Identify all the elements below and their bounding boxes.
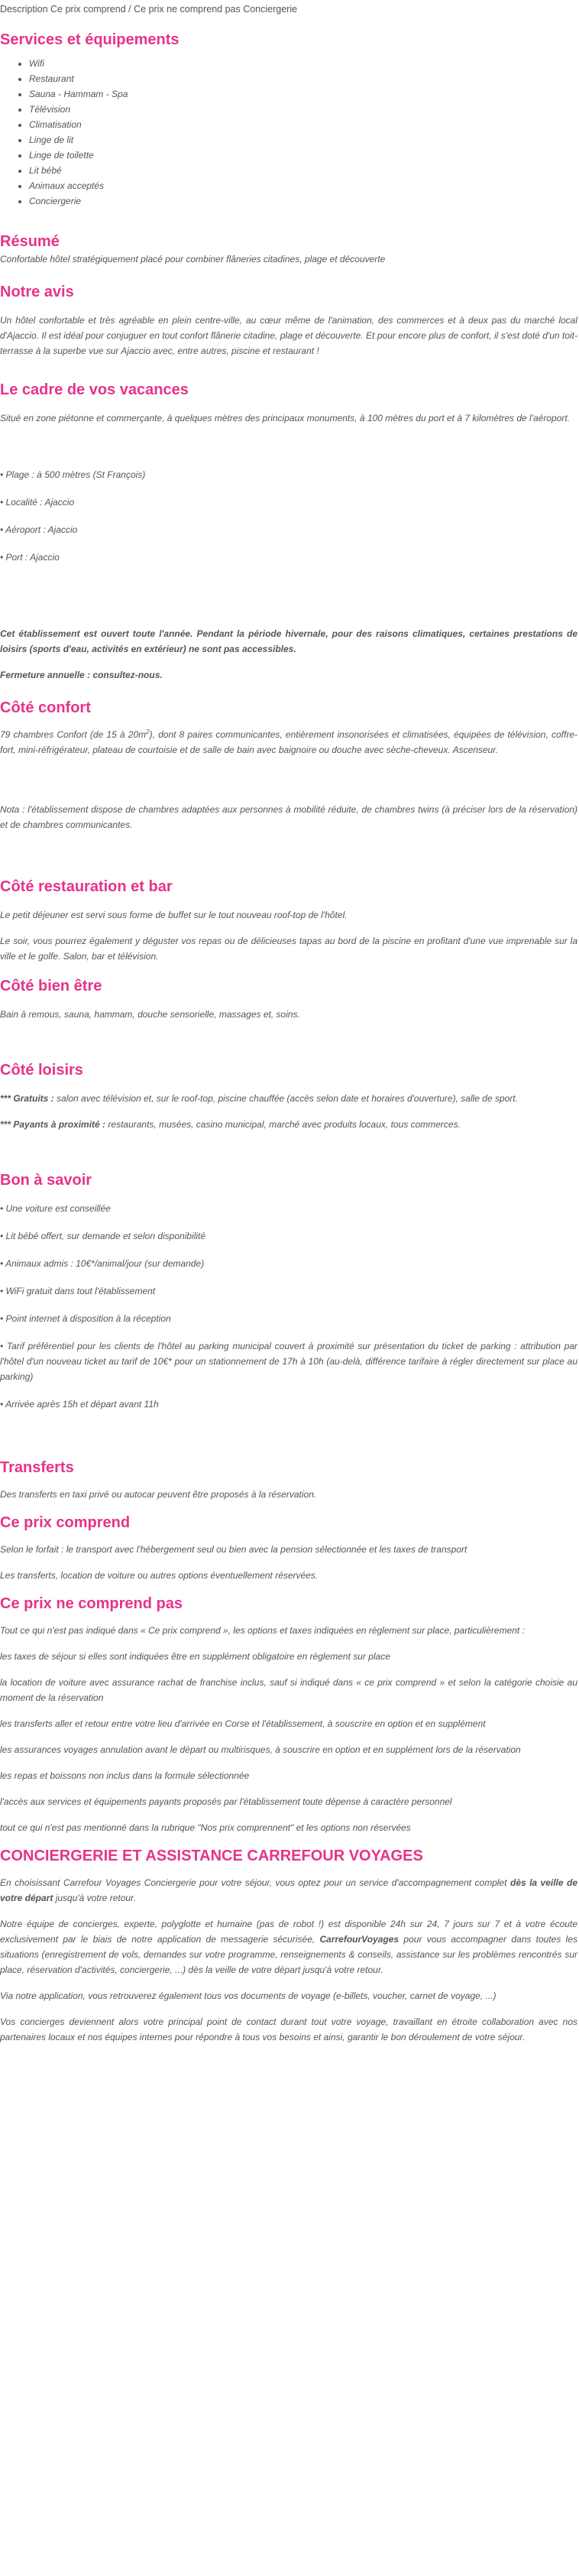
- prix-comprend-title: Ce prix comprend: [0, 1514, 131, 1531]
- bon-item: • Tarif préférentiel pour les clients de l'hôtel au parking municipal couvert à proximité sur présentation du ticket de parking : attribution par l'hôtel d'un nouveau ticket au tarif de 10€* pour un stationnement de 17h à 10h (au-delà, différence tarifaire à régler directement sur place au parking): [0, 1341, 577, 1382]
- conciergerie-p2: Notre équipe de concierges, experte, polyglotte et humaine (pas de robot !) est disponible 24h sur 24, 7 jours sur 7 et à votre écoute exclusivement par le biais de notre application de messagerie sécurisée, CarrefourVoyages pour vous accompagner dans toutes les situations (enregistrement de vols, demandes sur votre programme, renseignements & conseils, assistance sur les problèmes rencontrés sur place, réservation d'activités, conciergerie, ...) dès la veille de votre départ jusqu'à votre retour.: [0, 1919, 577, 1975]
- prix-comprend-p1: Selon le forfait : le transport avec l'hébergement seul ou bien avec la pension sélectionnée et les taxes de transport: [0, 1544, 467, 1555]
- cadre-text: Situé en zone piétonne et commerçante, à quelques mètres des principaux monuments, à 100 mètres du port et à 7 kilomètres de l'aéroport.: [0, 413, 571, 423]
- exclusion-item: les taxes de séjour si elles sont indiquées être en supplément obligatoire en règlement sur place: [0, 1651, 390, 1662]
- resume-text: Confortable hôtel stratégiquement placé pour combiner flâneries citadines, plage et découverte: [0, 254, 386, 264]
- list-item: • Animaux acceptés: [29, 178, 577, 193]
- bon-item: • Animaux admis : 10€*/animal/jour (sur demande): [0, 1258, 205, 1269]
- list-item: • Télévision: [29, 102, 577, 117]
- loisirs-p2: *** Payants à proximité : restaurants, musées, casino municipal, marché avec produits locaux, tous commerces.: [0, 1119, 461, 1130]
- services-list: [0, 56, 577, 209]
- avis-text: Un hôtel confortable et très agréable en plein centre-ville, au cœur même de l'animation, des commerces et à deux pas du marché local d'Ajaccio. Il est idéal pour conjuguer en tout confort flânerie citadine, plage et découverte. Et pour encore plus de confort, il s'est doté d'un toit-terrasse à la superbe vue sur Ajaccio avec, entre autres, piscine et restaurant !: [0, 315, 577, 356]
- list-item: • Conciergerie: [29, 193, 577, 209]
- cadre-item: • Aéroport : Ajaccio: [0, 524, 78, 535]
- avis-title: Notre avis: [0, 284, 74, 300]
- annual-closing: Fermeture annuelle : consultez-nous.: [0, 670, 163, 680]
- conciergerie-title: CONCIERGERIE ET ASSISTANCE CARREFOUR VOYAGES: [0, 1848, 423, 1864]
- list-item: • Lit bébé: [29, 163, 577, 178]
- list-item: • Linge de lit: [29, 132, 577, 148]
- resume-title: Résumé: [0, 233, 60, 250]
- confort-nota: Nota : l'établissement dispose de chambres adaptées aux personnes à mobilité réduite, de chambres twins (à préciser lors de la réservation) et de chambres communicantes.: [0, 804, 577, 830]
- bon-item: • WiFi gratuit dans tout l'établissement: [0, 1286, 156, 1296]
- description-tabs-line: Description Ce prix comprend / Ce prix ne comprend pas Conciergerie: [0, 4, 298, 15]
- exclusion-item: l'accès aux services et équipements payants proposés par l'établissement toute dépense à caractère personnel: [0, 1796, 452, 1807]
- bon-item: • Lit bébé offert, sur demande et selon disponibilité: [0, 1231, 206, 1241]
- exclusion-item: les transferts aller et retour entre votre lieu d'arrivée en Corse et l'établissement, à souscrire en option et en supplément: [0, 1718, 486, 1729]
- exclusion-item: Tout ce qui n'est pas indiqué dans « Ce prix comprend », les options et taxes indiquées en règlement sur place, particulièrement :: [0, 1625, 525, 1636]
- services-title: Services et équipements: [0, 31, 180, 48]
- bon-item: • Arrivée après 15h et départ avant 11h: [0, 1399, 159, 1410]
- list-item: • Sauna - Hammam - Spa: [29, 86, 577, 102]
- bon-item: • Point internet à disposition à la réception: [0, 1313, 171, 1324]
- bon-a-savoir-title: Bon à savoir: [0, 1172, 92, 1189]
- bon-item: • Une voiture est conseillée: [0, 1203, 111, 1214]
- cadre-title: Le cadre de vos vacances: [0, 381, 189, 398]
- exclusion-item: les repas et boissons non inclus dans la formule sélectionnée: [0, 1770, 250, 1781]
- open-note: Cet établissement est ouvert toute l'année. Pendant la période hivernale, pour des raisons climatiques, certaines prestations de loisirs (sports d'eau, activités en extérieur) ne sont pas accessibles.: [0, 628, 577, 654]
- restauration-p1: Le petit déjeuner est servi sous forme de buffet sur le tout nouveau roof-top de l'hôtel.: [0, 910, 348, 920]
- loisirs-title: Côté loisirs: [0, 1062, 83, 1079]
- transferts-title: Transferts: [0, 1459, 74, 1476]
- loisirs-p1: *** Gratuits : salon avec télévision et, sur le roof-top, piscine chauffée (accès selon date et horaires d'ouverture), salle de sport.: [0, 1093, 518, 1104]
- conciergerie-p1: En choisissant Carrefour Voyages Conciergerie pour votre séjour, vous optez pour un service d'accompagnement complet dès la veille de votre départ jusqu'à votre retour.: [0, 1877, 577, 1903]
- cadre-item: • Plage : à 500 mètres (St François): [0, 469, 146, 480]
- transferts-text: Des transferts en taxi privé ou autocar peuvent être proposés à la réservation.: [0, 1489, 317, 1500]
- confort-title: Côté confort: [0, 699, 91, 716]
- prix-comprend-p2: Les transferts, location de voiture ou autres options éventuellement réservées.: [0, 1570, 319, 1581]
- exclusion-item: tout ce qui n'est pas mentionné dans la rubrique "Nos prix comprennent" et les options non réservées: [0, 1822, 411, 1833]
- exclusion-item: la location de voiture avec assurance rachat de franchise inclus, sauf si indiqué dans « ce prix comprend » et selon la catégorie choisie au moment de la réservation: [0, 1677, 577, 1703]
- conciergerie-p3: Via notre application, vous retrouverez également tous vos documents de voyage (e-billets, voucher, carnet de voyage, ...): [0, 1990, 497, 2001]
- bien-etre-text: Bain à remous, sauna, hammam, douche sensorielle, massages et, soins.: [0, 1009, 300, 1020]
- restauration-p2: Le soir, vous pourrez également y déguster vos repas ou de délicieuses tapas au bord de la piscine en profitant d'une vue imprenable sur la ville et le golfe. Salon, bar et télévision.: [0, 936, 577, 962]
- exclusion-item: les assurances voyages annulation avant le départ ou multirisques, à souscrire en option et en supplément lors de la réservation: [0, 1744, 521, 1755]
- bien-etre-title: Côté bien être: [0, 978, 102, 994]
- prix-ne-comprend-title: Ce prix ne comprend pas: [0, 1595, 183, 1612]
- cadre-item: • Port : Ajaccio: [0, 552, 60, 563]
- cadre-item: • Localité : Ajaccio: [0, 497, 75, 508]
- restauration-title: Côté restauration et bar: [0, 878, 173, 895]
- list-item: • Restaurant: [29, 71, 577, 86]
- list-item: • Wifi: [29, 56, 577, 71]
- confort-text: 79 chambres Confort (de 15 à $20m^2$), dont 8 paires communicantes, entièrement insonorisées et climatisées, équipées de télévision, coffre-fort, mini-réfrigérateur, plateau de courtoisie et de salle de bain avec baignoire ou douche avec sèche-cheveux. Ascenseur.: [0, 728, 577, 755]
- list-item: • Climatisation: [29, 117, 577, 132]
- list-item: • Linge de toilette: [29, 148, 577, 163]
- conciergerie-p4: Vos concierges deviennent alors votre principal point de contact durant tout votre voyage, travaillant en étroite collaboration avec nos partenaires locaux et nos équipes internes pour répondre à tous vos besoins et ainsi, garantir le bon déroulement de votre séjour.: [0, 2016, 577, 2042]
